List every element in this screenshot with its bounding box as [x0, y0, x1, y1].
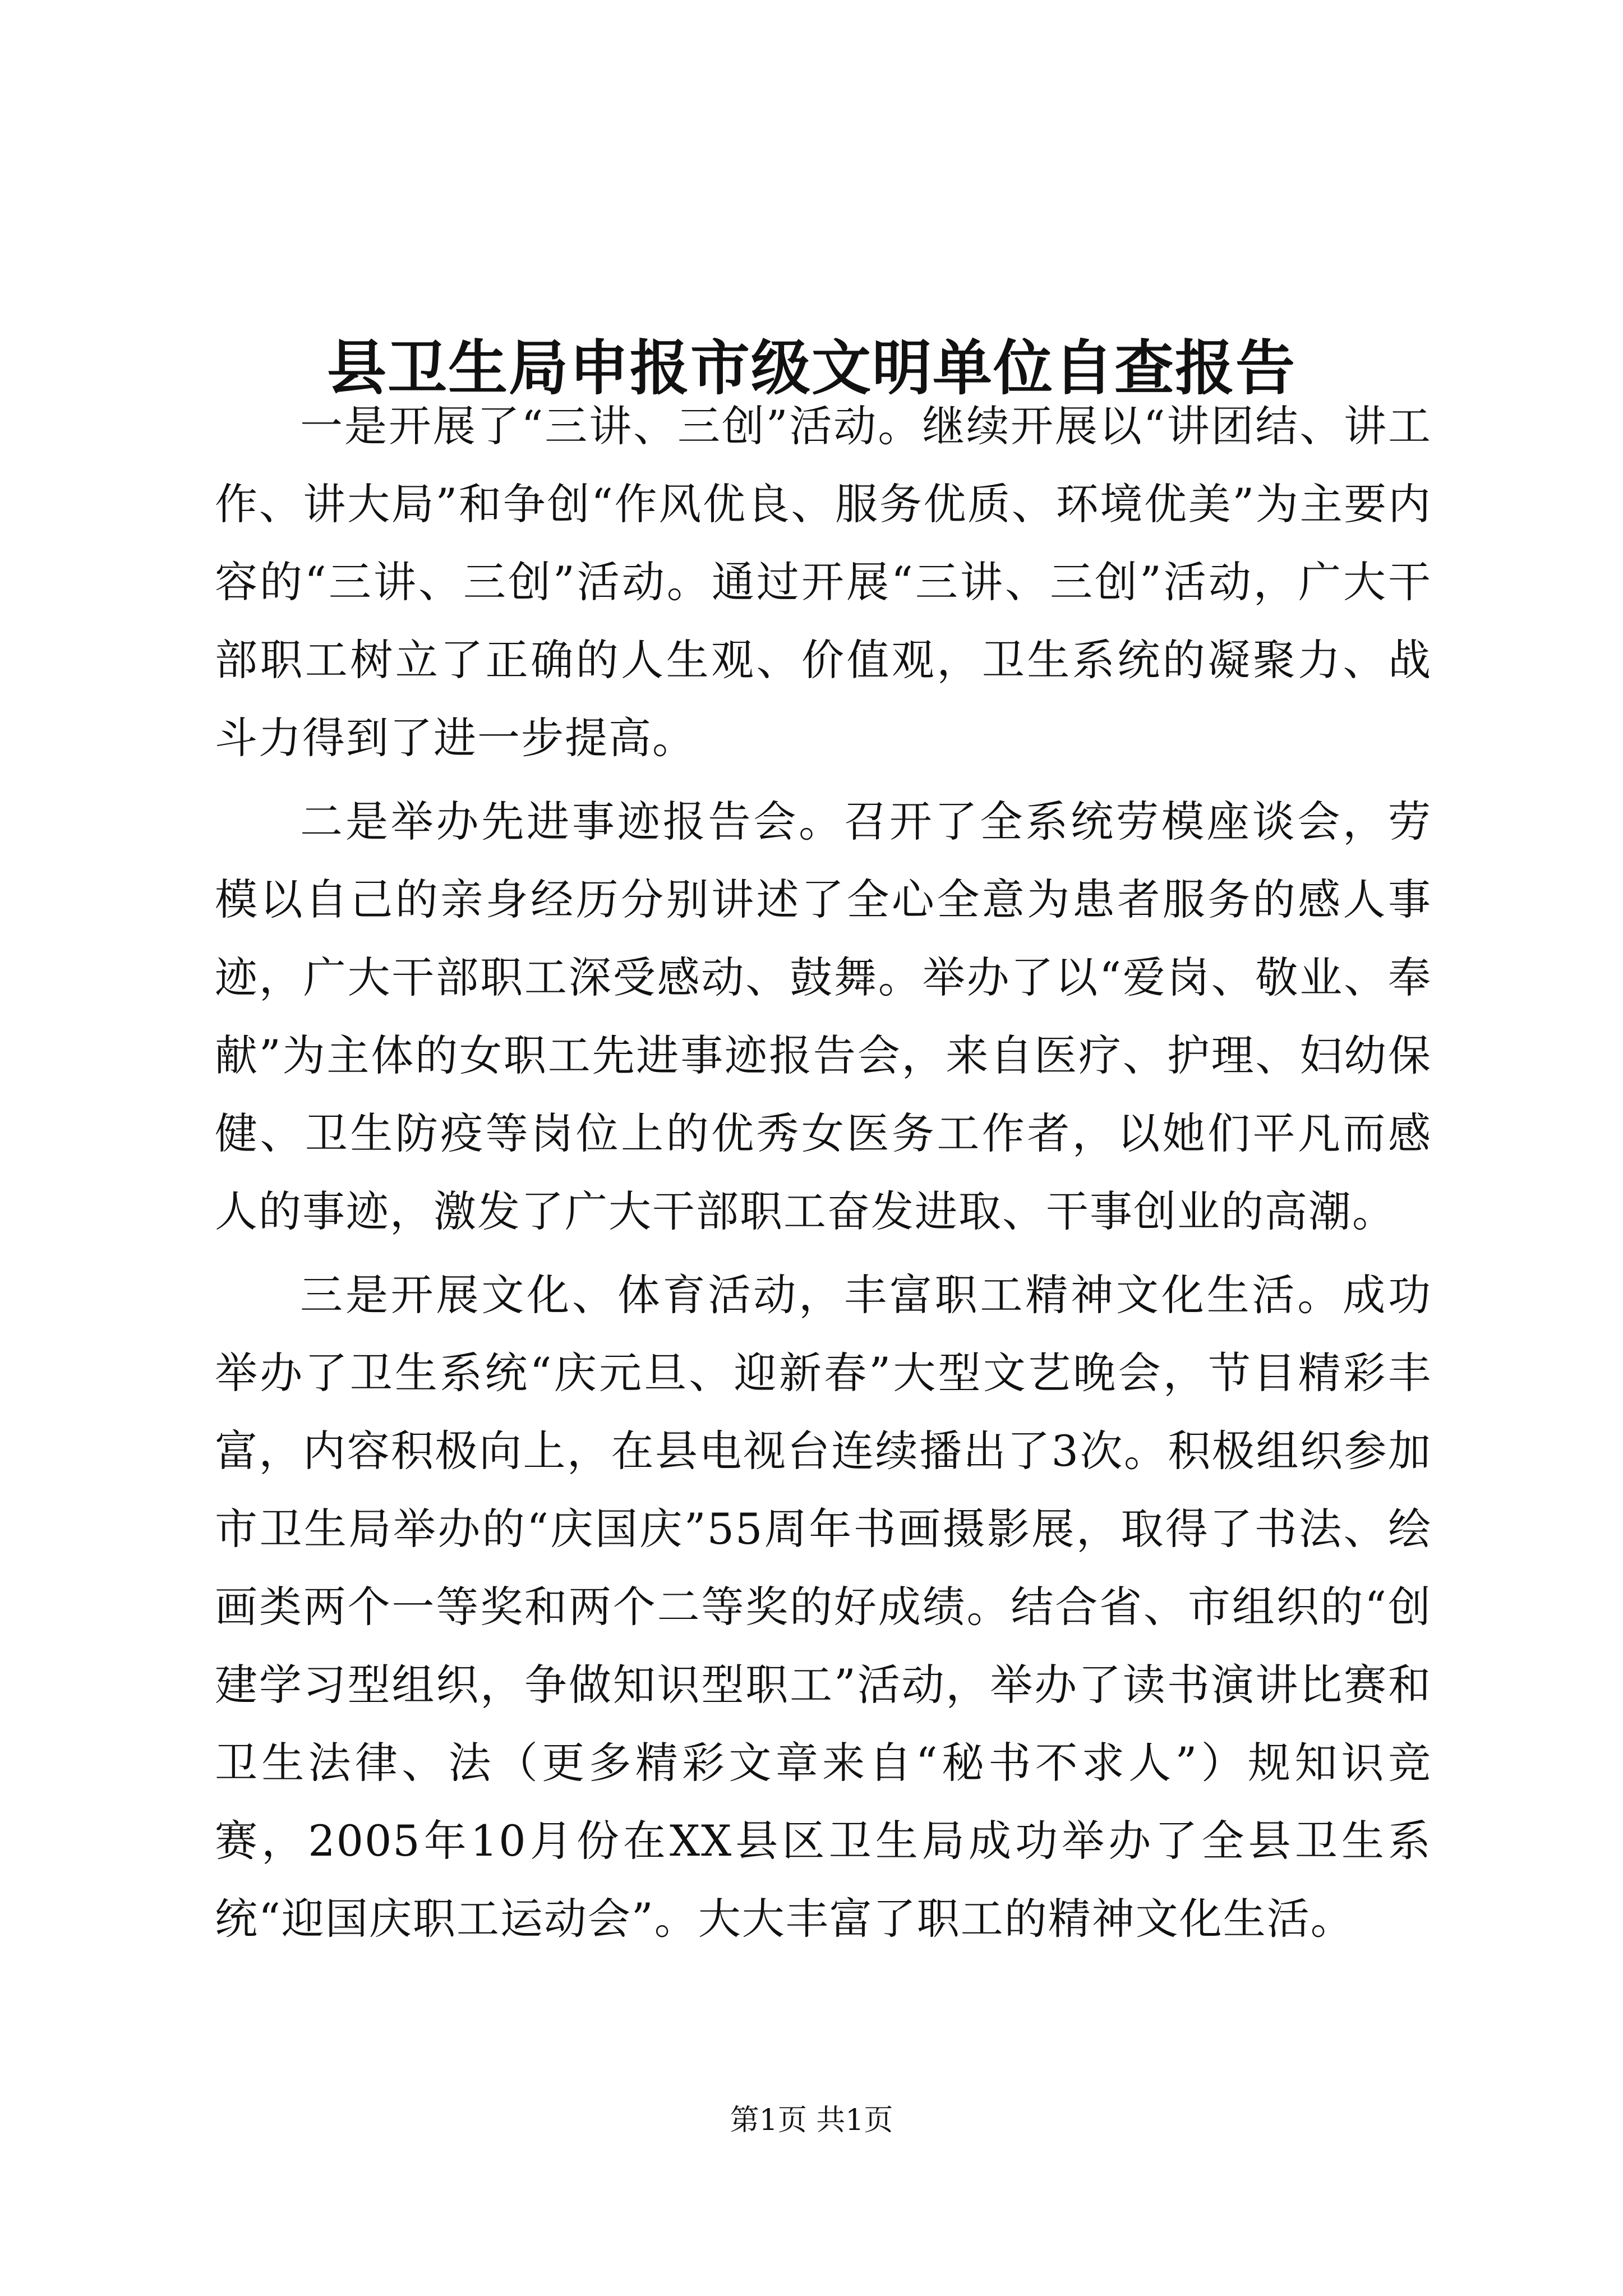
paragraph-2: 二是举办先进事迹报告会。召开了全系统劳模座谈会，劳模以自己的亲身经历分别讲述了全心全意为患者服务的感人事迹，广大干部职工深受感动、鼓舞。举办了以“爱岗、敬业、奉献”为主体的女职工先进事迹报告会，来自医疗、护理、妇幼保健、卫生防疫等岗位上的优秀女医务工作者，以她们平凡而感人的事迹，激发了广大干部职工奋发进取、干事创业的高潮。	[215, 797, 1432, 1236]
page-footer: 第1页 共1页	[730, 2104, 893, 2137]
paragraph-1: 一是开展了“三讲、三创”活动。继续开展以“讲团结、讲工作、讲大局”和争创“作风优良、服务优质、环境优美”为主要内容的“三讲、三创”活动。通过开展“三讲、三创”活动，广大干部职工树立了正确的人生观、价值观，卫生系统的凝聚力、战斗力得到了进一步提高。	[215, 401, 1432, 763]
document-title: 县卫生局申报市级文明单位自查报告	[327, 333, 1296, 403]
paragraph-3: 三是开展文化、体育活动，丰富职工精神文化生活。成功举办了卫生系统“庆元旦、迎新春”大型文艺晚会，节目精彩丰富，内容积极向上，在县电视台连续播出了3次。积极组织参加市卫生局举办的“庆国庆”55周年书画摄影展，取得了书法、绘画类两个一等奖和两个二等奖的好成绩。结合省、市组织的“创建学习型组织，争做知识型职工”活动，举办了读书演讲比赛和卫生法律、法（更多精彩文章来自“秘书不求人”）规知识竞赛，2005年10月份在XX县区卫生局成功举办了全县卫生系统“迎国庆职工运动会”。大大丰富了职工的精神文化生活。	[215, 1270, 1432, 1944]
document-body	[215, 387, 1432, 1958]
